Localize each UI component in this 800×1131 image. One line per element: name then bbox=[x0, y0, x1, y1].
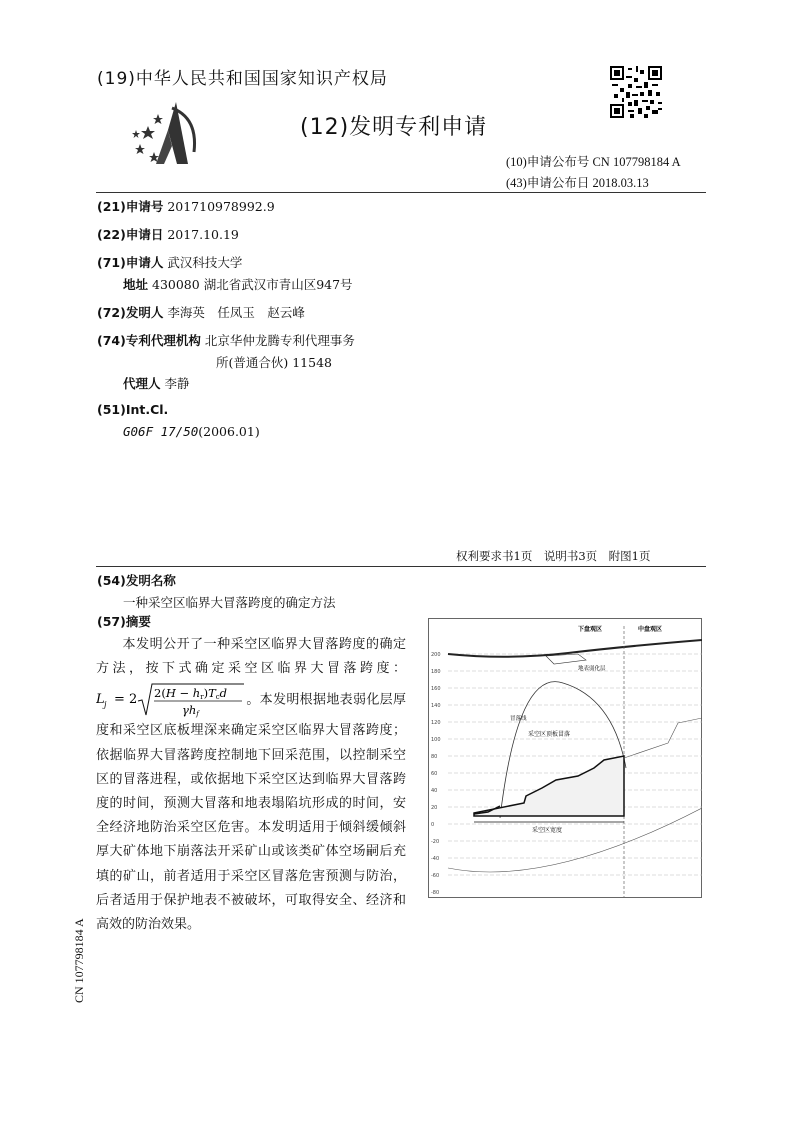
y-tick-neg20: -20 bbox=[431, 839, 440, 845]
abstract-label: (57)摘要 bbox=[97, 614, 151, 629]
y-tick-0: 0 bbox=[431, 822, 435, 828]
qr-code bbox=[610, 66, 662, 118]
y-tick-20: 20 bbox=[431, 805, 438, 811]
y-tick-neg80: -80 bbox=[431, 890, 440, 896]
y-tick-neg40: -40 bbox=[431, 856, 440, 862]
svg-text:L: L bbox=[96, 692, 105, 708]
title-divider bbox=[96, 566, 706, 567]
y-tick-120: 120 bbox=[431, 720, 441, 726]
int-cl-label: (51)Int.Cl. bbox=[97, 402, 169, 417]
document-type: (12)发明专利申请 bbox=[300, 115, 488, 140]
svg-text:2(H − hr)Tcd: 2(H − hr)Tcd bbox=[154, 686, 228, 702]
fig-label-middle: 中盘观区 bbox=[638, 626, 663, 633]
fig-label-caving: 采空区顶板冒落 bbox=[528, 731, 571, 738]
title-label: (54)发明名称 bbox=[97, 573, 176, 588]
patent-agency-line2: 所(普通合伙) 11548 bbox=[216, 355, 332, 370]
applicant: (71)申请人 武汉科技大学 bbox=[97, 255, 243, 270]
fig-label-footwall: 下盘观区 bbox=[578, 626, 603, 633]
fig-label-weak-layer: 地表弱化层 bbox=[578, 666, 606, 672]
publication-date: (43)申请公布日 2018.03.13 bbox=[506, 176, 649, 190]
page-counts: 权利要求书1页 说明书3页 附图1页 bbox=[456, 549, 651, 563]
patent-agency: (74)专利代理机构 北京华仲龙腾专利代理事务 bbox=[97, 333, 355, 348]
y-tick-200: 200 bbox=[431, 652, 441, 658]
int-cl-value: G06F 17/50(2006.01) bbox=[123, 424, 260, 439]
y-tick-80: 80 bbox=[431, 754, 438, 760]
header-divider bbox=[96, 192, 706, 193]
abstract-figure bbox=[428, 618, 702, 898]
cnipa-logo bbox=[128, 98, 208, 173]
abstract-text bbox=[96, 633, 406, 937]
application-number: (21)申请号 201710978992.9 bbox=[97, 199, 275, 214]
publication-number: (10)申请公布号 CN 107798184 A bbox=[506, 155, 681, 169]
y-tick-60: 60 bbox=[431, 771, 438, 777]
y-tick-40: 40 bbox=[431, 788, 438, 794]
inventors: (72)发明人 李海英 任凤玉 赵云峰 bbox=[97, 305, 305, 320]
formula bbox=[96, 681, 246, 719]
side-publication-number: CN 107798184 A bbox=[72, 918, 86, 1003]
y-tick-140: 140 bbox=[431, 703, 441, 709]
office-name: (19)中华人民共和国国家知识产权局 bbox=[97, 69, 388, 89]
fig-label-caving-line: 冒落线 bbox=[510, 716, 527, 722]
svg-text:= 2: = 2 bbox=[114, 692, 138, 708]
applicant-address: 地址 430080 湖北省武汉市青山区947号 bbox=[123, 277, 353, 292]
invention-title: 一种采空区临界大冒落跨度的确定方法 bbox=[123, 595, 336, 610]
abstract-part1: 本发明公开了一种采空区临界大冒落跨度的确定方法，按下式确定采空区临界大冒落跨度： bbox=[96, 637, 406, 677]
y-tick-neg60: -60 bbox=[431, 873, 440, 879]
application-date: (22)申请日 2017.10.19 bbox=[97, 227, 239, 242]
fig-label-width: 采空区宽度 bbox=[532, 827, 563, 834]
svg-text:j: j bbox=[104, 700, 107, 710]
y-tick-180: 180 bbox=[431, 669, 441, 675]
svg-text:γhf: γhf bbox=[182, 703, 199, 719]
y-tick-100: 100 bbox=[431, 737, 441, 743]
abstract-part2: 。本发明根据地表弱化层厚度和采空区底板埋深来确定采空区临界大冒落跨度；依据临界大冒落跨度控制地下回采范围，以控制采空区的冒落进程，或依据地下采空区达到临界大冒落跨度的时间，预测大冒落和地表塌陷坑形成的时间，安全经济地防治采空区危害。本发明适用于倾斜缓倾斜厚大矿体地下崩落法开采矿山或该类矿体空场嗣后充填的矿山，前者适用于采空区冒落危害预测与防治，后者适用于保护地表不被破坏，可取得安全、经济和高效的防治效果。 bbox=[96, 692, 406, 933]
agent: 代理人 李静 bbox=[123, 376, 190, 391]
y-tick-160: 160 bbox=[431, 686, 441, 692]
